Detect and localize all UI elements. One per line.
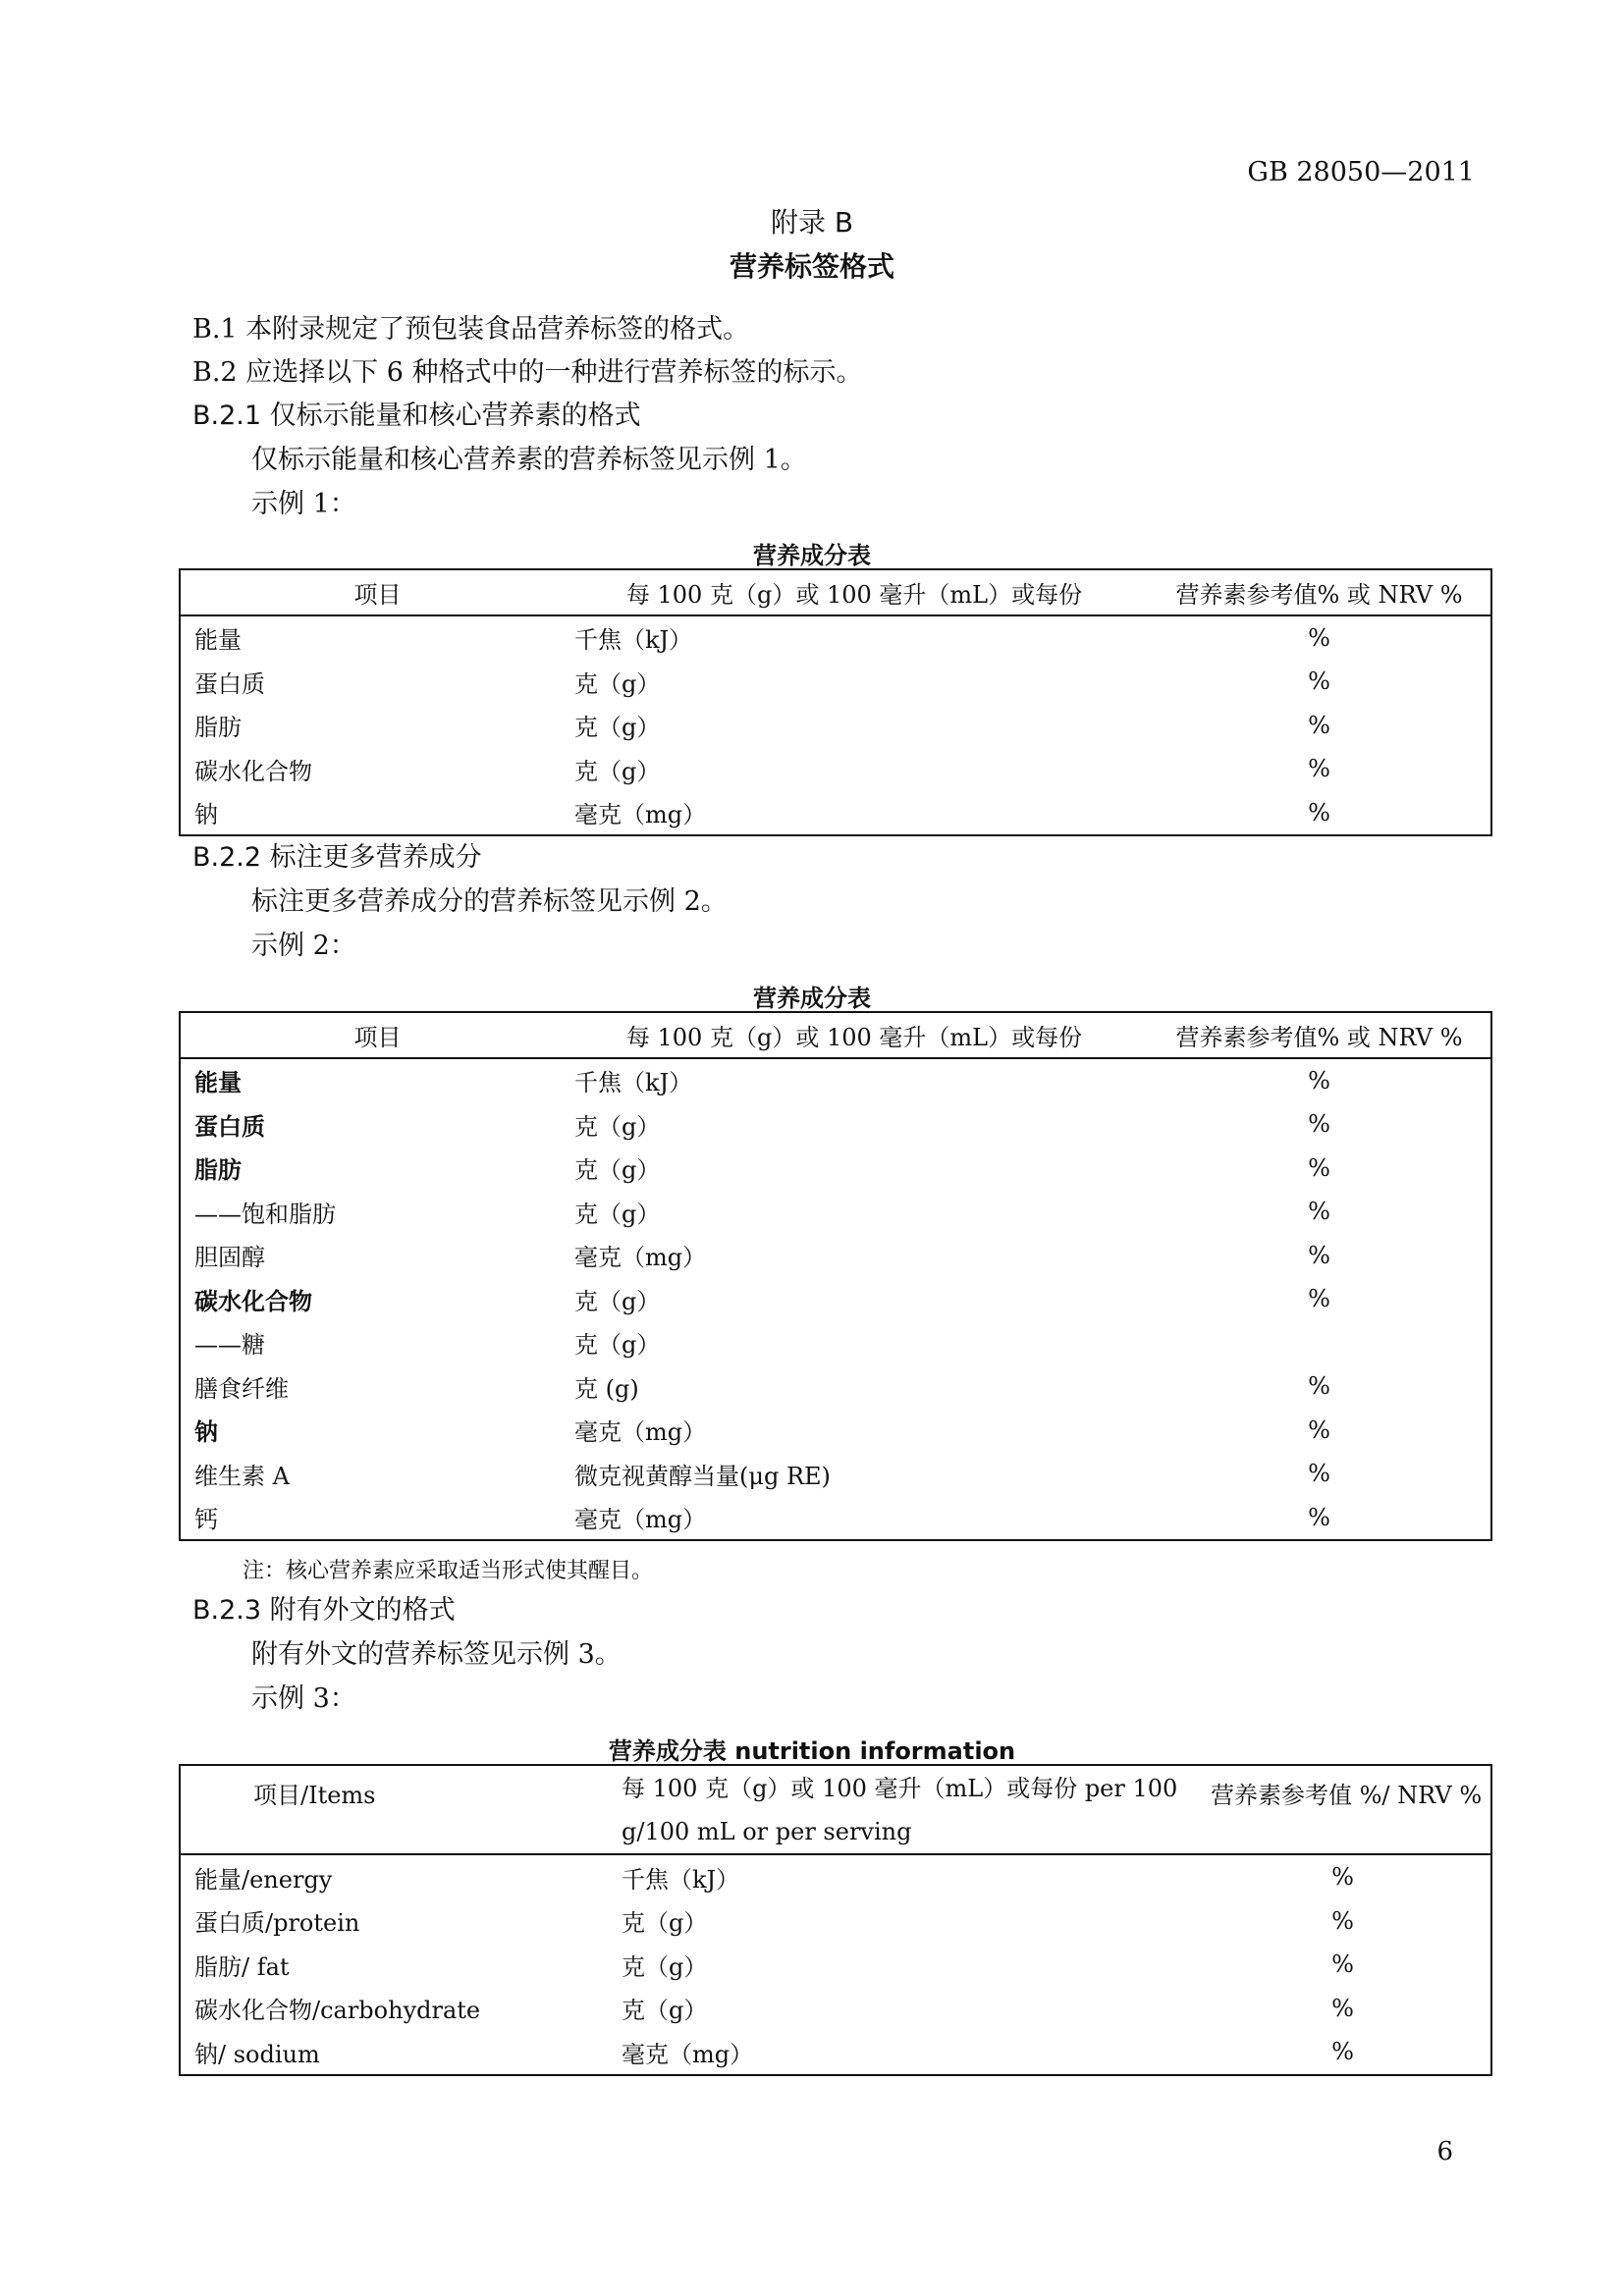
item-cell: 能量 <box>194 1069 242 1097</box>
paragraph-b22: 标注更多营养成分的营养标签见示例 2。 <box>251 886 728 917</box>
nrv-cell: % <box>1331 1906 1354 1935</box>
unit-cell: 毫克（mg） <box>622 2040 754 2068</box>
unit-cell: 微克视黄醇当量(μg RE) <box>574 1462 831 1490</box>
item-cell: 碳水化合物/carbohydrate <box>194 1997 481 2025</box>
paragraph-b23: 附有外文的营养标签见示例 3。 <box>251 1639 622 1670</box>
nutrition-table-2 <box>179 1011 1492 1541</box>
nrv-cell: % <box>1308 1198 1330 1226</box>
nrv-cell: % <box>1331 2038 1354 2066</box>
unit-cell: 克（g） <box>574 1112 661 1141</box>
unit-cell: 克（g） <box>622 1909 708 1938</box>
item-cell: 胆固醇 <box>194 1244 265 1272</box>
item-cell: 蛋白质 <box>194 669 265 698</box>
item-cell: 脂肪 <box>194 714 242 742</box>
unit-cell: 克（g） <box>622 1997 708 2025</box>
header-line-2: g/100 mL or per serving <box>622 1817 912 1845</box>
table-row <box>180 1854 1491 1899</box>
nrv-cell: % <box>1308 755 1330 783</box>
table-row <box>180 2030 1491 2075</box>
section-heading-b23: B.2.3 附有外文的格式 <box>192 1595 456 1626</box>
nrv-cell: % <box>1308 1153 1330 1182</box>
table-row <box>180 1234 1491 1278</box>
table-header-row <box>180 569 1491 615</box>
paragraph-b21: 仅标示能量和核心营养素的营养标签见示例 1。 <box>251 445 807 475</box>
item-cell: 脂肪/ fat <box>194 1952 290 1981</box>
header-cell: 项目 <box>180 1012 561 1058</box>
table-row <box>180 1943 1491 1987</box>
item-cell: 钙 <box>194 1506 218 1534</box>
header-line-1: 每 100 克（g）或 100 毫升（mL）或每份 per 100 <box>622 1774 1178 1802</box>
nrv-cell: % <box>1308 798 1330 827</box>
unit-cell: 毫克（mg） <box>574 1506 707 1534</box>
table-row <box>180 1409 1491 1453</box>
paragraph-b2: B.2 应选择以下 6 种格式中的一种进行营养标签的标示。 <box>192 357 863 388</box>
table-row <box>180 747 1491 791</box>
nrv-cell <box>1134 1321 1491 1365</box>
nrv-cell: % <box>1308 1503 1330 1531</box>
unit-cell: 克（g） <box>574 1287 661 1315</box>
item-cell: ——饱和脂肪 <box>194 1200 336 1228</box>
table-row <box>180 1496 1491 1541</box>
table-row <box>180 615 1491 661</box>
table-row <box>180 1899 1491 1944</box>
unit-cell: 克 (g) <box>574 1374 639 1403</box>
nrv-cell: % <box>1331 1994 1354 2022</box>
nrv-cell: % <box>1308 1460 1330 1488</box>
header-cell: 每 100 克（g）或 100 毫升（mL）或每份 <box>561 1012 1134 1058</box>
unit-cell: 毫克（mg） <box>574 801 707 829</box>
example-label-1: 示例 1： <box>251 489 356 519</box>
item-cell: 维生素 A <box>194 1462 290 1490</box>
unit-cell: 克（g） <box>574 669 661 698</box>
unit-cell: 克（g） <box>574 757 661 785</box>
table-row <box>180 1277 1491 1321</box>
table-header-row <box>180 1765 1491 1854</box>
example-label-2: 示例 2： <box>251 931 356 961</box>
nutrition-table-3 <box>179 1764 1492 2076</box>
appendix-label: 附录 B <box>770 206 854 239</box>
item-cell: 碳水化合物 <box>194 757 312 785</box>
table-row <box>180 660 1491 704</box>
item-cell: 能量/energy <box>194 1865 333 1894</box>
table-row <box>180 1147 1491 1191</box>
unit-cell: 克（g） <box>574 1200 661 1228</box>
item-cell: 钠 <box>194 801 218 829</box>
header-cell <box>561 1765 1181 1854</box>
nrv-cell: % <box>1331 1863 1354 1892</box>
nrv-cell: % <box>1331 1950 1354 1979</box>
item-cell: 蛋白质/protein <box>194 1909 360 1938</box>
table-row <box>180 1364 1491 1409</box>
section-heading-b21: B.2.1 仅标示能量和核心营养素的格式 <box>192 400 641 431</box>
nrv-cell: % <box>1308 1110 1330 1139</box>
item-cell: 碳水化合物 <box>194 1287 312 1315</box>
table-row <box>180 1102 1491 1147</box>
table-row <box>180 1321 1491 1365</box>
section-heading-b22: B.2.2 标注更多营养成分 <box>192 842 482 873</box>
unit-cell: 千焦（kJ） <box>574 626 693 655</box>
header-cell: 每 100 克（g）或 100 毫升（mL）或每份 <box>561 569 1134 615</box>
nrv-cell: % <box>1308 1066 1330 1095</box>
page-number: 6 <box>1436 2137 1453 2166</box>
example-label-3: 示例 3： <box>251 1683 356 1714</box>
table-row <box>180 1190 1491 1234</box>
header-cell: 项目/Items <box>180 1765 561 1854</box>
nrv-cell: % <box>1308 711 1330 739</box>
header-cell: 营养素参考值 %/ NRV % <box>1181 1765 1491 1854</box>
unit-cell: 千焦（kJ） <box>574 1069 693 1097</box>
appendix-title: 营养标签格式 <box>729 250 894 283</box>
item-cell: 膳食纤维 <box>194 1374 289 1403</box>
table-caption-1: 营养成分表 <box>753 542 871 569</box>
unit-cell: 克（g） <box>574 714 661 742</box>
unit-cell: 毫克（mg） <box>574 1244 707 1272</box>
header-cell: 营养素参考值% 或 NRV % <box>1134 569 1491 615</box>
unit-cell: 克（g） <box>622 1952 708 1981</box>
unit-cell: 克（g） <box>574 1156 661 1185</box>
item-cell: 钠/ sodium <box>194 2040 320 2068</box>
table-header-row <box>180 1012 1491 1058</box>
header-cell: 营养素参考值% 或 NRV % <box>1134 1012 1491 1058</box>
table-row <box>180 1452 1491 1496</box>
nrv-cell: % <box>1308 1285 1330 1313</box>
unit-cell: 克（g） <box>574 1331 661 1360</box>
nutrition-table-1 <box>179 568 1492 836</box>
item-cell: 钠 <box>194 1418 218 1447</box>
document-code: GB 28050—2011 <box>1247 157 1475 187</box>
table-caption-3: 营养成分表 nutrition information <box>608 1737 1016 1765</box>
item-cell: 能量 <box>194 626 242 655</box>
unit-cell: 千焦（kJ） <box>622 1865 740 1894</box>
nrv-cell: % <box>1308 1415 1330 1444</box>
nrv-cell: % <box>1308 1241 1330 1269</box>
item-cell: ——糖 <box>194 1331 265 1360</box>
item-cell: 蛋白质 <box>194 1112 265 1141</box>
table-row <box>180 1058 1491 1103</box>
table-row <box>180 1987 1491 2031</box>
item-cell: 脂肪 <box>194 1156 242 1185</box>
table-row <box>180 791 1491 836</box>
nrv-cell: % <box>1308 1372 1330 1401</box>
header-cell: 项目 <box>180 569 561 615</box>
nrv-cell: % <box>1308 623 1330 652</box>
nrv-cell: % <box>1308 667 1330 696</box>
paragraph-b1: B.1 本附录规定了预包装食品营养标签的格式。 <box>192 314 750 345</box>
table-caption-2: 营养成分表 <box>753 985 871 1012</box>
table-row <box>180 704 1491 748</box>
table-note: 注：核心营养素应采取适当形式使其醒目。 <box>243 1559 654 1583</box>
unit-cell: 毫克（mg） <box>574 1418 707 1447</box>
